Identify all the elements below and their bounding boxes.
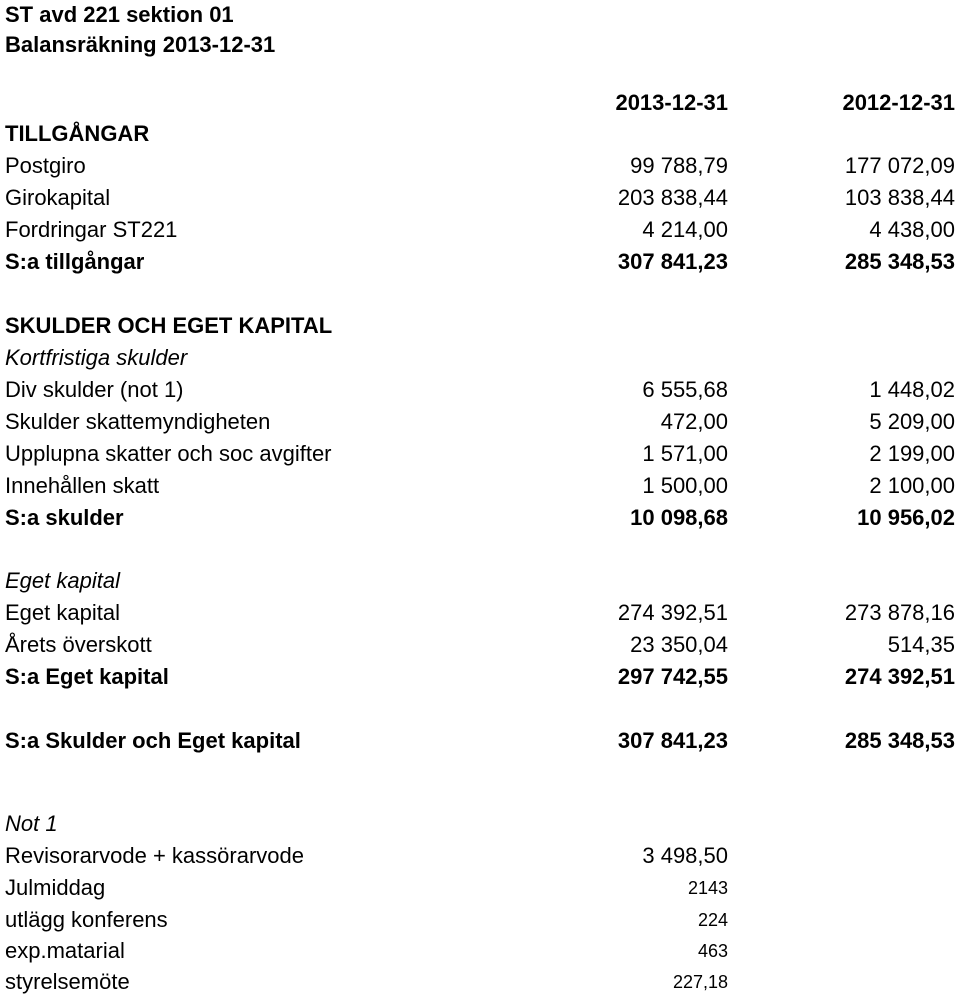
equity-heading-text: Eget kapital xyxy=(5,568,120,593)
assets-total-row xyxy=(5,247,955,277)
note-row xyxy=(5,967,955,997)
table-row xyxy=(5,375,955,405)
row-label: Innehållen skatt xyxy=(5,473,160,498)
row-value: 3 498,50 xyxy=(642,843,728,868)
row-value-2013: 6 555,68 xyxy=(642,377,728,402)
row-value-2013: 274 392,51 xyxy=(617,600,728,625)
short-term-heading-text: Kortfristiga skulder xyxy=(5,345,188,370)
row-value-2012: 273 878,16 xyxy=(844,600,955,625)
note-heading-text: Not 1 xyxy=(5,811,58,836)
table-row xyxy=(5,215,955,245)
row-label: S:a Skulder och Eget kapital xyxy=(5,728,301,753)
row-label: Skulder skattemyndigheten xyxy=(5,409,271,434)
column-header-2013: 2013-12-31 xyxy=(615,90,728,115)
row-value-2013: 203 838,44 xyxy=(617,185,728,210)
column-header-2012: 2012-12-31 xyxy=(842,90,955,115)
row-value-2013: 1 500,00 xyxy=(642,473,728,498)
note-row xyxy=(5,841,955,871)
row-value-2013: 4 214,00 xyxy=(642,217,728,242)
row-label: Årets överskott xyxy=(5,632,152,657)
short-term-liabilities-heading xyxy=(5,343,955,373)
row-value-2012: 285 348,53 xyxy=(844,728,955,753)
table-row xyxy=(5,598,955,628)
row-value-2012: 5 209,00 xyxy=(869,409,955,434)
row-value: 224 xyxy=(697,910,728,930)
row-value: 227,18 xyxy=(672,972,728,992)
row-value-2013: 307 841,23 xyxy=(617,728,728,753)
equity-total-row xyxy=(5,662,955,692)
row-label: Julmiddag xyxy=(5,875,106,900)
row-label: S:a tillgångar xyxy=(5,249,145,274)
row-label: Eget kapital xyxy=(5,600,120,625)
table-row xyxy=(5,151,955,181)
row-value-2012: 2 100,00 xyxy=(869,473,955,498)
row-label: utlägg konferens xyxy=(5,907,168,932)
document-title-text: ST avd 221 sektion 01 xyxy=(5,2,234,27)
assets-heading xyxy=(5,119,955,149)
table-row xyxy=(5,471,955,501)
row-value-2012: 285 348,53 xyxy=(844,249,955,274)
note-heading xyxy=(5,809,955,839)
column-header-row xyxy=(5,88,955,118)
row-value-2012: 514,35 xyxy=(887,632,955,657)
row-value-2012: 177 072,09 xyxy=(844,153,955,178)
row-value-2012: 4 438,00 xyxy=(869,217,955,242)
note-row xyxy=(5,873,955,903)
row-value-2013: 297 742,55 xyxy=(617,664,728,689)
table-row xyxy=(5,183,955,213)
row-label: Girokapital xyxy=(5,185,111,210)
row-label: Postgiro xyxy=(5,153,86,178)
liabilities-heading xyxy=(5,311,955,341)
row-value-2013: 23 350,04 xyxy=(630,632,728,657)
row-value: 463 xyxy=(697,941,728,961)
row-label: S:a Eget kapital xyxy=(5,664,169,689)
row-label: Div skulder (not 1) xyxy=(5,377,184,402)
assets-heading-text: TILLGÅNGAR xyxy=(5,121,150,146)
grand-total-row xyxy=(5,726,955,756)
table-row xyxy=(5,630,955,660)
row-value-2013: 307 841,23 xyxy=(617,249,728,274)
row-label: Revisorarvode + kassörarvode xyxy=(5,843,304,868)
equity-heading xyxy=(5,566,955,596)
liabilities-total-row xyxy=(5,503,955,533)
row-label: S:a skulder xyxy=(5,505,124,530)
table-row xyxy=(5,407,955,437)
note-row xyxy=(5,905,955,935)
row-value: 2143 xyxy=(687,878,728,898)
liabilities-heading-text: SKULDER OCH EGET KAPITAL xyxy=(5,313,333,338)
note-row xyxy=(5,936,955,966)
row-value-2013: 10 098,68 xyxy=(630,505,728,530)
row-label: exp.matarial xyxy=(5,938,125,963)
row-value-2012: 2 199,00 xyxy=(869,441,955,466)
row-label: Upplupna skatter och soc avgifter xyxy=(5,441,332,466)
row-value-2012: 274 392,51 xyxy=(844,664,955,689)
row-value-2013: 472,00 xyxy=(660,409,728,434)
document-subtitle xyxy=(5,30,955,60)
document-title xyxy=(5,0,955,30)
row-label: Fordringar ST221 xyxy=(5,217,178,242)
row-value-2012: 10 956,02 xyxy=(857,505,955,530)
table-row xyxy=(5,439,955,469)
row-value-2013: 99 788,79 xyxy=(630,153,728,178)
row-label: styrelsemöte xyxy=(5,969,130,994)
row-value-2013: 1 571,00 xyxy=(642,441,728,466)
document-subtitle-text: Balansräkning 2013-12-31 xyxy=(5,32,276,57)
row-value-2012: 1 448,02 xyxy=(869,377,955,402)
row-value-2012: 103 838,44 xyxy=(844,185,955,210)
